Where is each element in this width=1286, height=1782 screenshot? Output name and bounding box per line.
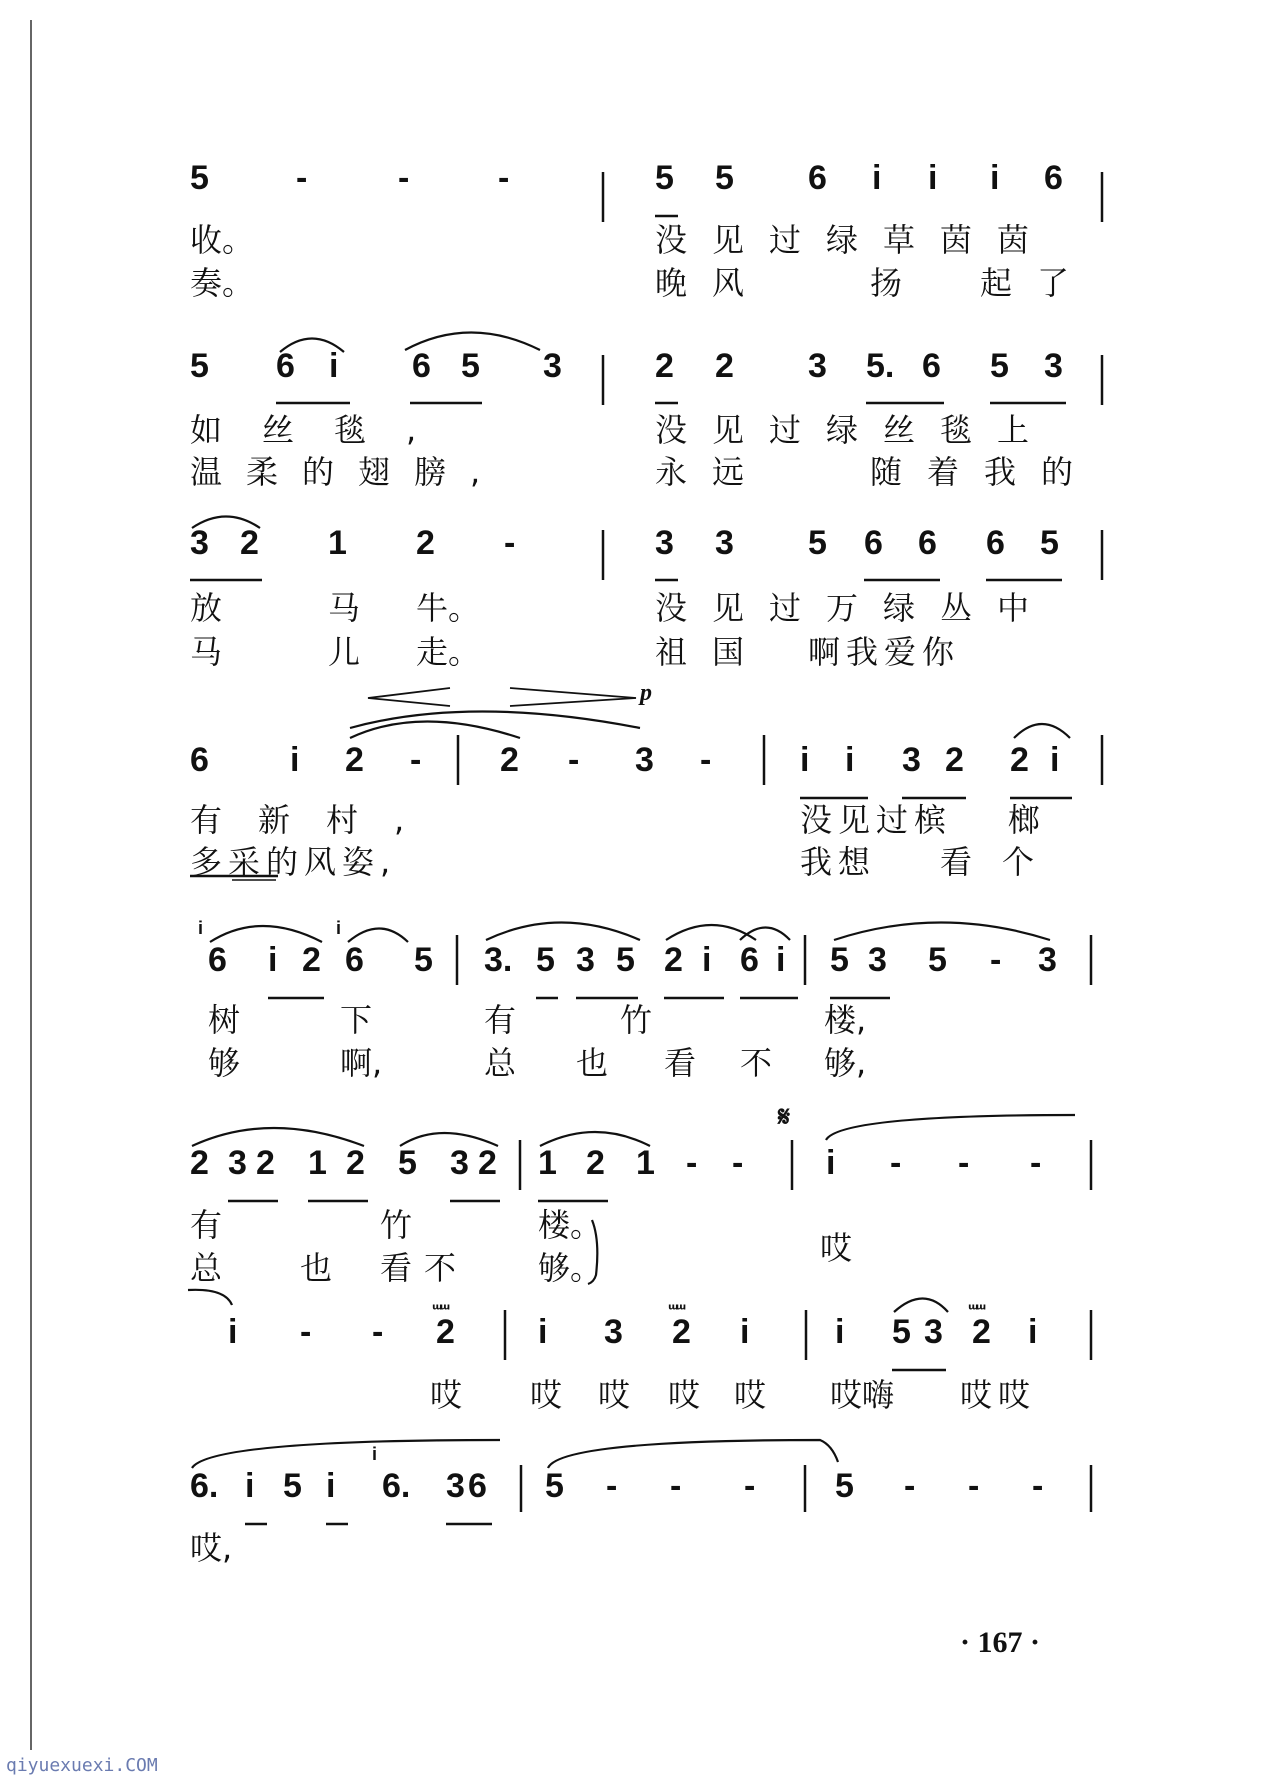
note-0-1: - (296, 159, 308, 197)
note-1-0: 5 (190, 347, 209, 385)
note-3-9: i (845, 741, 855, 779)
note-2-1: 2 (240, 524, 259, 562)
note-5-5: 5 (398, 1144, 417, 1182)
note-6-4: i (538, 1313, 548, 1351)
lyric-1-2: 温柔的翅膀, (190, 453, 505, 491)
note-6-11: 2 (972, 1313, 991, 1351)
lyric-5-5: 也 (300, 1249, 333, 1287)
note-7-7: 5 (545, 1467, 564, 1505)
note-0-4: 5 (655, 159, 674, 197)
note-4-16: - (990, 941, 1002, 979)
lyric-0-0: 收。 (190, 221, 255, 259)
note-6-2: - (372, 1313, 384, 1351)
note-1-1: 6 (276, 347, 295, 385)
lyric-0-1: 没见过绿草茵茵 (655, 221, 1055, 259)
lyric-2-5: 儿 (328, 633, 361, 671)
lyric-5-2: 楼。 (538, 1206, 603, 1244)
lyric-2-2: 牛。 (416, 589, 481, 627)
lyric-4-6: 啊, (340, 1044, 383, 1082)
lyric-0-4: 扬 (870, 264, 903, 302)
note-6-12: i (1028, 1313, 1038, 1351)
note-3-8: i (800, 741, 810, 779)
note-5-10: 1 (636, 1144, 655, 1182)
lyric-6-4: 哎 (734, 1376, 767, 1414)
note-6-5: 3 (604, 1313, 623, 1351)
note-7-11: 5 (835, 1467, 854, 1505)
note-4-17: 3 (1038, 941, 1057, 979)
note-7-14: - (1032, 1467, 1044, 1505)
note-7-9: - (670, 1467, 682, 1505)
lyric-4-3: 竹 (620, 1001, 653, 1039)
lyric-5-7: 够。 (538, 1249, 603, 1287)
lyric-2-8: 啊我爱你 (808, 633, 961, 671)
note-3-3: - (410, 741, 422, 779)
note-2-10: 6 (986, 524, 1005, 562)
note-6-6: 2 (672, 1313, 691, 1351)
note-0-5: 5 (715, 159, 734, 197)
lyric-6-0: 哎 (430, 1376, 463, 1414)
note-4-10: i (702, 941, 712, 979)
note-1-10: 6 (922, 347, 941, 385)
note-7-1: i (245, 1467, 255, 1505)
lyric-5-1: 竹 (380, 1206, 413, 1244)
lyric-2-4: 马 (190, 633, 223, 671)
lyric-0-5: 起了 (980, 264, 1095, 302)
note-2-8: 6 (864, 524, 883, 562)
lyric-4-5: 够 (208, 1044, 241, 1082)
note-1-8: 3 (808, 347, 827, 385)
note-4-9: 2 (664, 941, 683, 979)
lyric-6-5: 哎嗨 (830, 1376, 895, 1414)
lyric-4-0: 树 (208, 1001, 241, 1039)
note-5-12: - (732, 1144, 744, 1182)
lyric-4-1: 下 (340, 1001, 373, 1039)
lyric-1-0: 如丝毯, (190, 411, 457, 449)
note-0-6: 6 (808, 159, 827, 197)
segno-icon: 𝄋 (778, 1100, 791, 1133)
lyric-5-3: 哎 (820, 1229, 853, 1267)
note-4-12: i (776, 941, 786, 979)
lyric-1-1: 没见过绿丝毯上 (655, 411, 1055, 449)
note-0-2: - (398, 159, 410, 197)
note-1-4: 5 (461, 347, 480, 385)
note-7-2: 5 (283, 1467, 302, 1505)
note-4-5: 3. (484, 941, 513, 979)
note-4-13: 5 (830, 941, 849, 979)
lyric-1-4: 随着我的 (870, 453, 1099, 491)
note-3-10: 3 (902, 741, 921, 779)
hairpin-marks (368, 688, 636, 706)
page-number: · 167 · (960, 1626, 1041, 1659)
note-0-7: i (872, 159, 882, 197)
note-4-3: 6 (345, 941, 364, 979)
note-5-1: 3 (228, 1144, 247, 1182)
note-7-13: - (968, 1467, 980, 1505)
dynamic-mark: p (640, 680, 652, 706)
note-2-2: 1 (328, 524, 347, 562)
footer-watermark: qiyuexuexi.COM (6, 1755, 158, 1776)
note-7-12: - (904, 1467, 916, 1505)
note-0-0: 5 (190, 159, 209, 197)
lyric-4-4: 楼, (824, 1001, 867, 1039)
note-4-0: 6 (208, 941, 227, 979)
note-1-2: i (329, 347, 339, 385)
note-6-9: 5 (892, 1313, 911, 1351)
lyric-2-3: 没见过万绿丛中 (655, 589, 1055, 627)
lyric-3-4: 我想 (800, 843, 877, 881)
note-4-8: 5 (616, 941, 635, 979)
lyric-0-3: 晚风 (655, 264, 770, 302)
note-2-6: 3 (715, 524, 734, 562)
note-6-3: 2 (436, 1313, 455, 1351)
lyric-3-0: 有新村, (190, 801, 441, 839)
lyric-6-6: 哎哎 (960, 1376, 1037, 1414)
note-2-7: 5 (808, 524, 827, 562)
note-7-3: i (326, 1467, 336, 1505)
note-4-1: i (268, 941, 278, 979)
note-0-9: i (990, 159, 1000, 197)
note-1-3: 6 (412, 347, 431, 385)
note-5-3: 1 (308, 1144, 327, 1182)
note-4-15: 5 (928, 941, 947, 979)
note-3-2: 2 (345, 741, 364, 779)
note-0-3: - (498, 159, 510, 197)
note-0-10: 6 (1044, 159, 1063, 197)
lyric-5-4: 总 (190, 1249, 223, 1287)
trill-icon: ᵚᵚ (432, 1300, 448, 1319)
note-3-1: i (290, 741, 300, 779)
note-5-16: - (1030, 1144, 1042, 1182)
note-7-4: 6. (382, 1467, 411, 1505)
lyric-4-11: 够, (824, 1044, 867, 1082)
note-3-7: - (700, 741, 712, 779)
note-1-5: 3 (543, 347, 562, 385)
note-7-5: 3 (446, 1467, 465, 1505)
lyric-5-6: 看不 (380, 1249, 469, 1287)
lyric-6-1: 哎 (530, 1376, 563, 1414)
note-5-15: - (958, 1144, 970, 1182)
note-5-11: - (686, 1144, 698, 1182)
note-5-13: i (826, 1144, 836, 1182)
note-3-6: 3 (635, 741, 654, 779)
note-7-6: 6 (468, 1467, 487, 1505)
lyric-5-0: 有 (190, 1206, 223, 1244)
lyric-4-7: 总 (484, 1044, 517, 1082)
lyric-2-1: 马 (328, 589, 361, 627)
note-2-9: 6 (918, 524, 937, 562)
note-4-11: 6 (740, 941, 759, 979)
lyric-2-7: 祖国 (655, 633, 770, 671)
lyric-3-3: 多采的风姿, (190, 843, 397, 881)
lyric-3-1: 没见过槟 (800, 801, 953, 839)
note-3-12: 2 (1010, 741, 1029, 779)
note-2-5: 3 (655, 524, 674, 562)
note-6-7: i (740, 1313, 750, 1351)
note-4-7: 3 (576, 941, 595, 979)
note-5-4: 2 (346, 1144, 365, 1182)
lyric-1-3: 永远 (655, 453, 770, 491)
note-1-12: 3 (1044, 347, 1063, 385)
note-6-1: - (300, 1313, 312, 1351)
lyric-0-2: 奏。 (190, 264, 255, 302)
lyric-4-9: 看 (664, 1044, 697, 1082)
note-3-0: 6 (190, 741, 209, 779)
note-7-8: - (606, 1467, 618, 1505)
lyric-3-2: 榔 (1008, 801, 1041, 839)
note-1-11: 5 (990, 347, 1009, 385)
note-5-9: 2 (586, 1144, 605, 1182)
lyric-2-0: 放 (190, 589, 223, 627)
lyric-7-0: 哎, (190, 1529, 233, 1567)
note-4-6: 5 (536, 941, 555, 979)
note-7-0: 6. (190, 1467, 219, 1505)
lyric-4-8: 也 (576, 1044, 609, 1082)
note-5-0: 2 (190, 1144, 209, 1182)
slur-marks (188, 333, 1075, 1469)
lyric-6-2: 哎 (598, 1376, 631, 1414)
note-2-3: 2 (416, 524, 435, 562)
note-1-9: 5. (866, 347, 895, 385)
lyric-4-10: 不 (740, 1044, 773, 1082)
lyric-4-2: 有 (484, 1001, 517, 1039)
note-0-8: i (928, 159, 938, 197)
note-6-10: 3 (924, 1313, 943, 1351)
note-6-0: i (228, 1313, 238, 1351)
note-2-4: - (504, 524, 516, 562)
note-1-7: 2 (715, 347, 734, 385)
note-5-2: 2 (256, 1144, 275, 1182)
note-4-4: 5 (414, 941, 433, 979)
note-3-13: i (1050, 741, 1060, 779)
note-1-6: 2 (655, 347, 674, 385)
lyric-2-6: 走。 (416, 633, 481, 671)
grace-note-1: i (336, 918, 342, 938)
lyric-3-5: 看个 (940, 843, 1065, 881)
note-5-8: 1 (538, 1144, 557, 1182)
note-2-0: 3 (190, 524, 209, 562)
note-4-14: 3 (868, 941, 887, 979)
note-7-10: - (744, 1467, 756, 1505)
trill-icon: ᵚᵚ (968, 1300, 984, 1319)
note-3-11: 2 (945, 741, 964, 779)
note-3-4: 2 (500, 741, 519, 779)
note-2-11: 5 (1040, 524, 1059, 562)
note-4-2: 2 (302, 941, 321, 979)
note-5-7: 2 (478, 1144, 497, 1182)
lyric-6-3: 哎 (668, 1376, 701, 1414)
note-5-6: 3 (450, 1144, 469, 1182)
grace-note-2: i (372, 1444, 378, 1464)
grace-note-0: i (198, 918, 204, 938)
note-3-5: - (568, 741, 580, 779)
note-5-14: - (890, 1144, 902, 1182)
note-6-8: i (835, 1313, 845, 1351)
trill-icon: ᵚᵚ (668, 1300, 684, 1319)
